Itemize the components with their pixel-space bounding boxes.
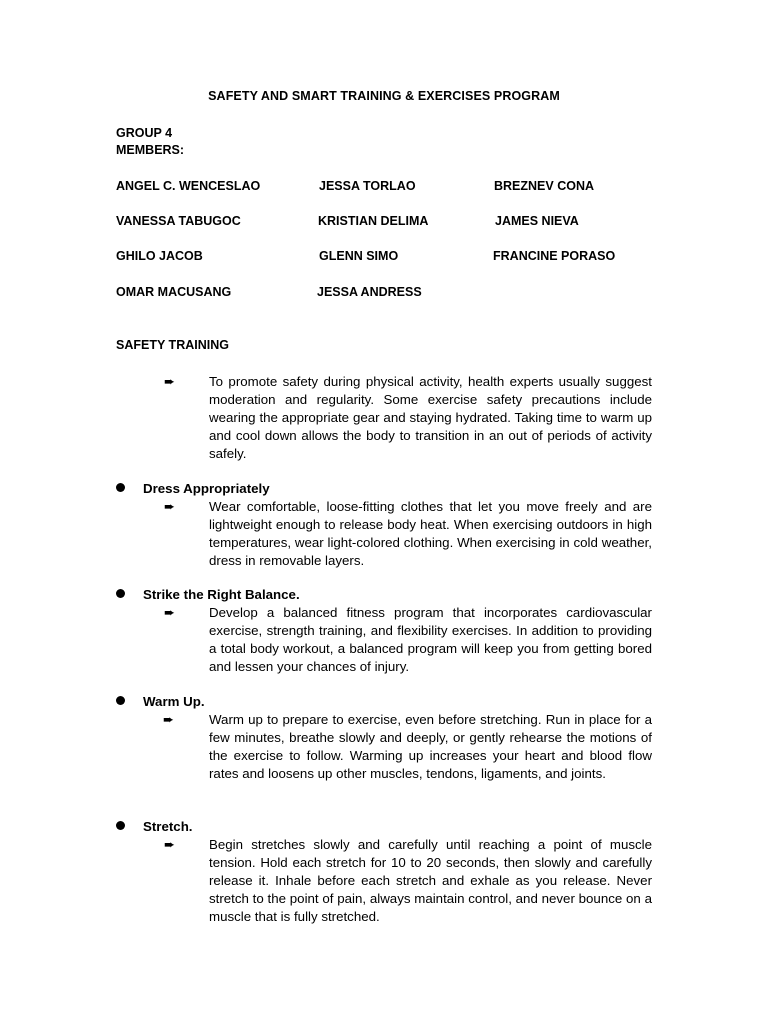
filled-circle-bullet-icon — [116, 483, 125, 492]
document-title: SAFETY AND SMART TRAINING & EXERCISES PROGRAM — [208, 89, 560, 103]
right-pointing-hand-arrow-icon: ➨ — [164, 374, 175, 389]
member-name: GHILO JACOB — [116, 249, 203, 263]
member-name: VANESSA TABUGOC — [116, 214, 241, 228]
member-name: JESSA TORLAO — [319, 179, 416, 193]
filled-circle-bullet-icon — [116, 821, 125, 830]
right-pointing-hand-arrow-icon: ➨ — [164, 605, 175, 620]
member-name: GLENN SIMO — [319, 249, 399, 263]
bullet-title: Dress Appropriately — [143, 481, 270, 496]
right-pointing-hand-arrow-icon: ➨ — [164, 837, 175, 852]
intro-paragraph: To promote safety during physical activity, health experts usually suggest moderation and regularity. Some exercise safety precautions include wearing the appropriate gear and staying hydrated. Taking time to warm up and cool down allows the body to transition in an out of periods of activity safely. — [209, 374, 652, 461]
filled-circle-bullet-icon — [116, 696, 125, 705]
member-name: FRANCINE PORASO — [493, 249, 616, 263]
bullet-title: Strike the Right Balance. — [143, 587, 300, 602]
section-title: SAFETY TRAINING — [116, 338, 229, 352]
right-pointing-hand-arrow-icon: ➨ — [164, 499, 175, 514]
bullet-paragraph: Warm up to prepare to exercise, even before stretching. Run in place for a few minutes, breathe slowly and deeply, or gently rehearse the motions of the exercise to follow. Warming up increases your heart and blood flow rates and loosens up other muscles, tendons, ligaments, and joints. — [209, 712, 652, 781]
filled-circle-bullet-icon — [116, 589, 125, 598]
bullet-paragraph: Wear comfortable, loose-fitting clothes that let you move freely and are lightweight enough to release body heat. When exercising outdoors in high temperatures, wear light-colored clothing. When exercising in cold weather, dress in removable layers. — [209, 499, 652, 568]
member-name: JESSA ANDRESS — [317, 285, 422, 299]
members-label: MEMBERS: — [116, 143, 185, 157]
member-name: BREZNEV CONA — [494, 179, 595, 193]
bullet-paragraph: Begin stretches slowly and carefully until reaching a point of muscle tension. Hold each stretch for 10 to 20 seconds, then slowly and carefully release it. Inhale before each stretch and exhale as you release. Never stretch to the point of pain, always maintain control, and never bounce on a muscle that is fully stretched. — [209, 837, 652, 924]
bullet-title: Warm Up. — [143, 694, 205, 709]
member-name: OMAR MACUSANG — [116, 285, 232, 299]
bullet-title: Stretch. — [143, 819, 193, 834]
member-name: KRISTIAN DELIMA — [318, 214, 429, 228]
member-name: JAMES NIEVA — [495, 214, 579, 228]
member-name: ANGEL C. WENCESLAO — [116, 179, 261, 193]
group-label: GROUP 4 — [116, 126, 173, 140]
right-pointing-hand-arrow-icon: ➨ — [163, 712, 174, 727]
bullet-paragraph: Develop a balanced fitness program that incorporates cardiovascular exercise, strength training, and flexibility exercises. In addition to providing a total body workout, a balanced program will keep you from getting bored and lessen your chances of injury. — [209, 605, 652, 674]
